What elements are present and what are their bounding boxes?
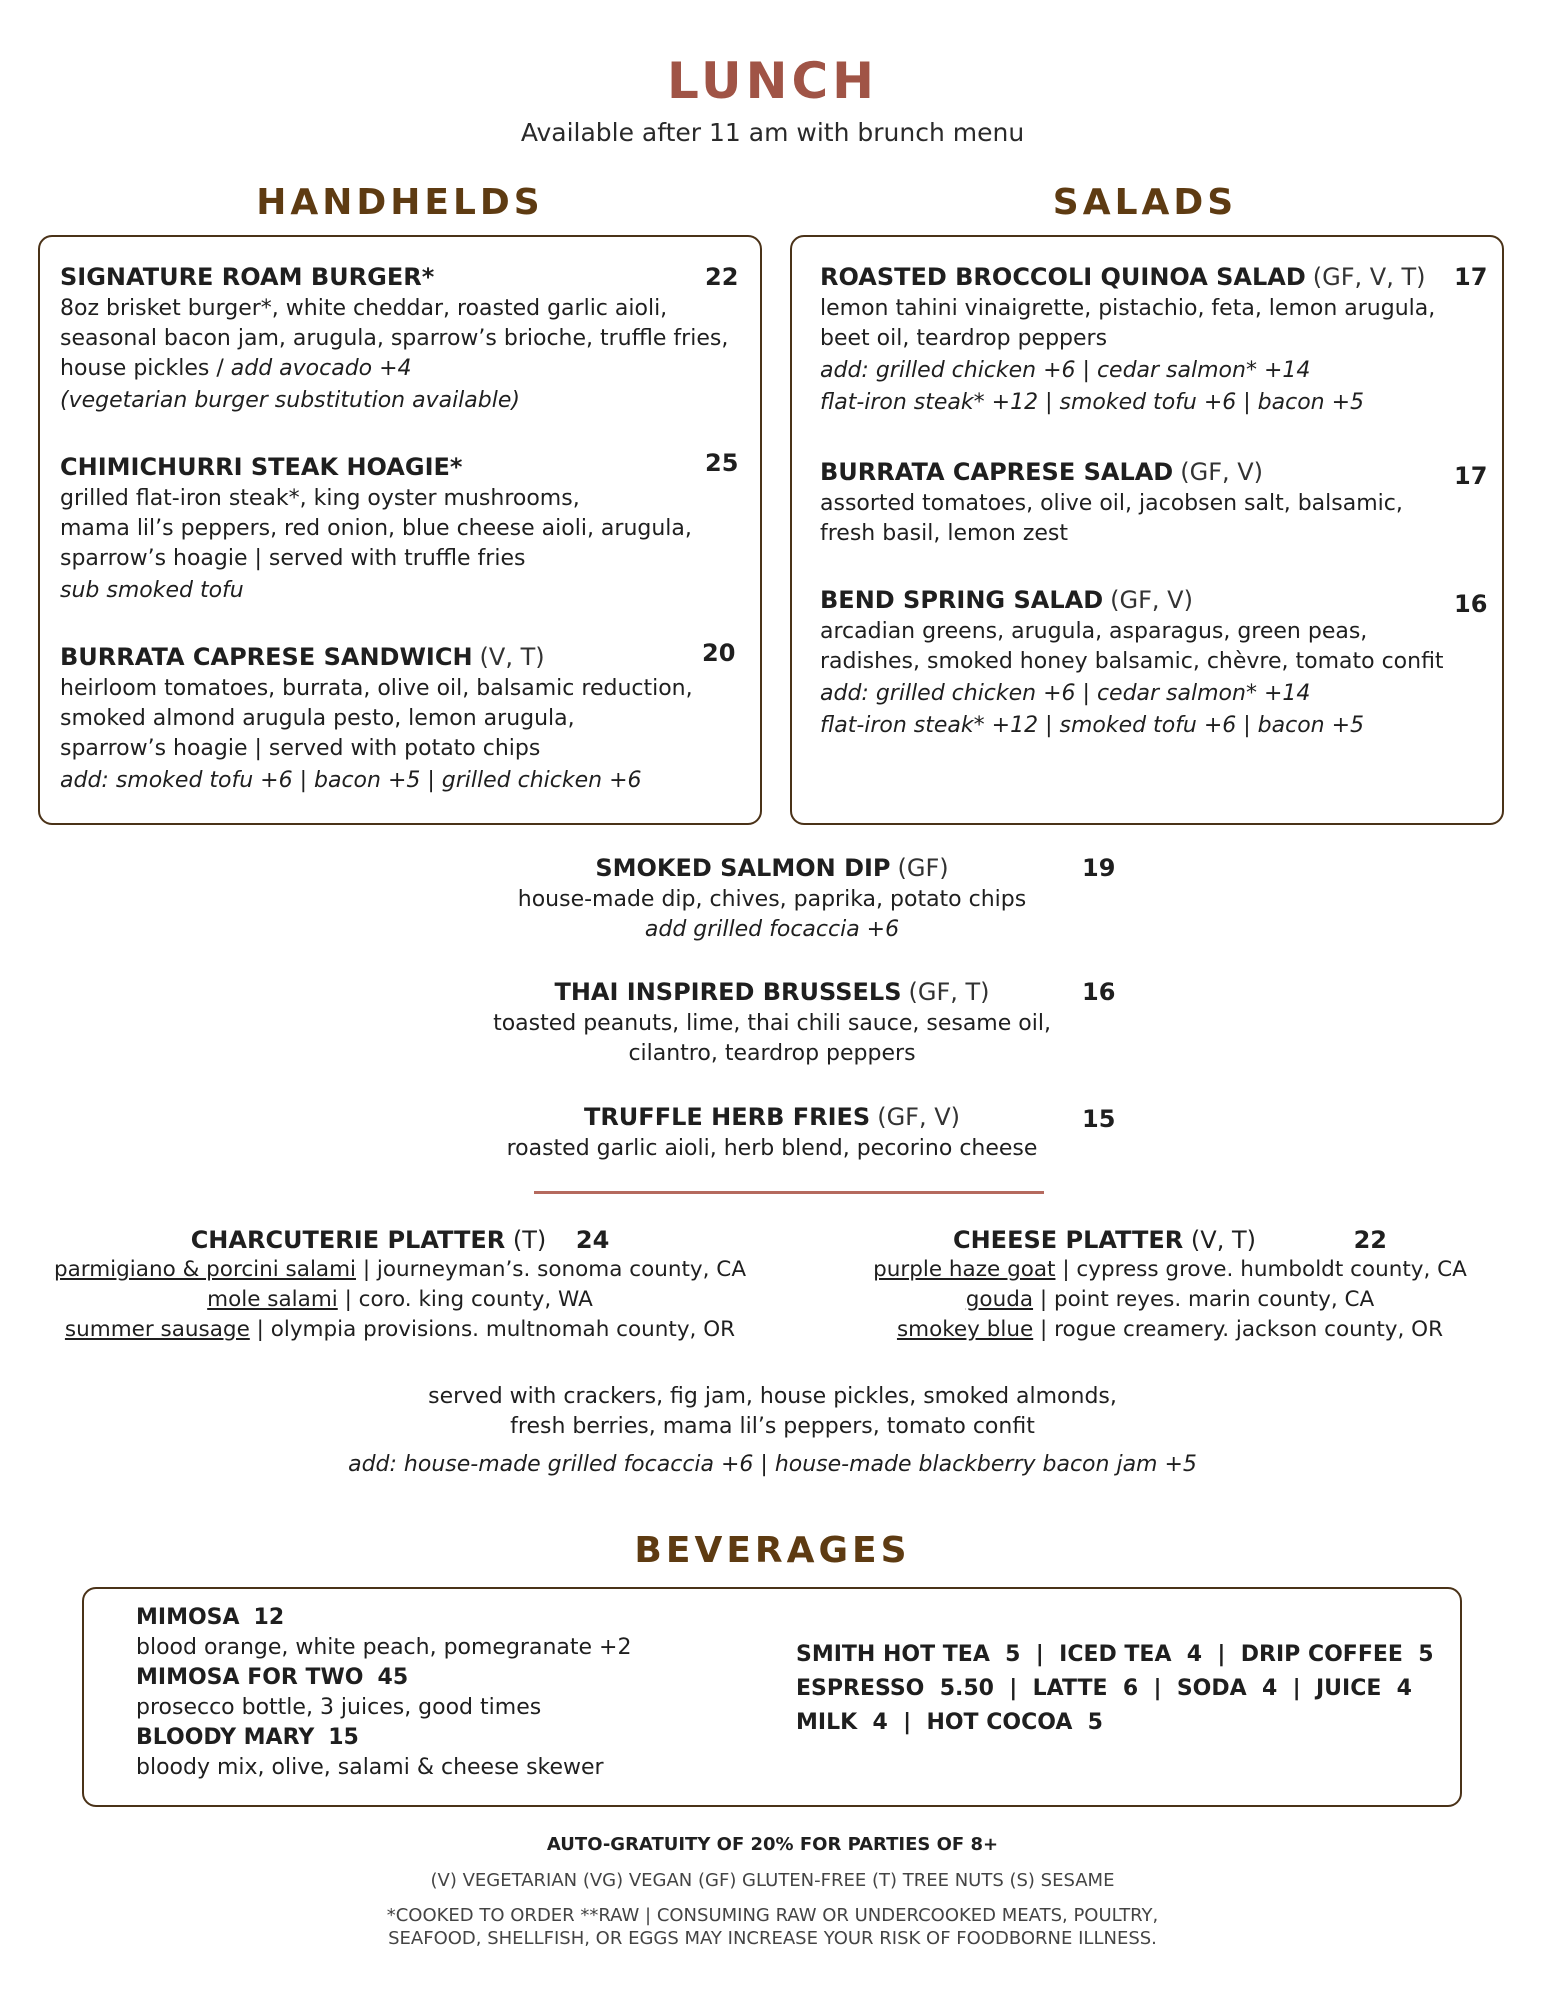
item-desc: smoked almond arugula pesto, lemon arugula,: [60, 706, 575, 731]
item-price: 17: [1454, 263, 1488, 291]
platter-item: parmigiano & porcini salami: [53, 1257, 357, 1282]
item-tags: (V, T): [479, 643, 545, 671]
item-desc: fresh basil, lemon zest: [820, 521, 1069, 546]
item-price: 17: [1454, 462, 1488, 490]
beverage-price: 12: [253, 1605, 285, 1630]
item-note: (vegetarian burger substitution available): [60, 388, 520, 413]
menu-item: [472, 1102, 1116, 1164]
item-price: 15: [1082, 1105, 1116, 1133]
platter-row: [820, 1255, 1520, 1285]
beverage-line: SMITH HOT TEA 5 | ICED TEA 4 | DRIP COFFEE 5: [796, 1642, 1434, 1667]
menu-item: [820, 262, 1492, 418]
beverage-line: MILK 4 | HOT COCOA 5: [796, 1710, 1103, 1735]
item-note: add: grilled chicken +6 | cedar salmon* +14: [820, 358, 1311, 383]
item-price: 16: [1082, 978, 1116, 1006]
item-price: 20: [702, 639, 736, 667]
item-name: BURRATA CAPRESE SALAD: [820, 458, 1174, 486]
beverage-desc: prosecco bottle, 3 juices, good times: [136, 1695, 542, 1720]
item-note: flat-iron steak* +12 | smoked tofu +6 | bacon +5: [820, 713, 1365, 738]
item-name: BEND SPRING SALAD: [820, 586, 1104, 614]
beverage-item: [136, 1723, 776, 1783]
warning-line: *COOKED TO ORDER **RAW | CONSUMING RAW OR UNDERCOOKED MEATS, POULTRY,: [386, 1905, 1159, 1926]
item-desc: seasonal bacon jam, arugula, sparrow’s brioche, truffle fries,: [60, 326, 729, 351]
beverage-name: MIMOSA FOR TWO: [136, 1665, 364, 1690]
beverage-desc: bloody mix, olive, salami & cheese skewer: [136, 1755, 604, 1780]
page-subtitle: Available after 11 am with brunch menu: [520, 118, 1025, 147]
beverage-price: 45: [377, 1665, 409, 1690]
platter-source: | point reyes. marin county, CA: [1033, 1287, 1375, 1312]
section-divider: [534, 1191, 1044, 1194]
beverage-line: ESPRESSO 5.50 | LATTE 6 | SODA 4 | JUICE 4: [796, 1676, 1412, 1701]
menu-item: [820, 585, 1500, 741]
item-note: add: smoked tofu +6 | bacon +5 | grilled chicken +6: [60, 768, 642, 793]
item-tags: (GF, T): [908, 978, 990, 1006]
menu-item: [60, 639, 750, 796]
item-note: add grilled focaccia +6: [644, 917, 900, 942]
beverages-heading: BEVERAGES: [634, 1530, 911, 1571]
beverage-item: [136, 1603, 776, 1663]
item-desc: cilantro, teardrop peppers: [628, 1041, 916, 1066]
gratuity-notice: AUTO-GRATUITY OF 20% FOR PARTIES OF 8+: [546, 1834, 999, 1855]
item-desc: roasted garlic aioli, herb blend, pecorino cheese: [506, 1136, 1038, 1161]
item-price: 16: [1454, 590, 1488, 618]
item-name: TRUFFLE HERB FRIES: [583, 1103, 871, 1131]
item-tags: (T): [512, 1226, 547, 1254]
warning-line: SEAFOOD, SHELLFISH, OR EGGS MAY INCREASE YOUR RISK OF FOODBORNE ILLNESS.: [388, 1928, 1157, 1949]
item-note: add: grilled chicken +6 | cedar salmon* +14: [820, 681, 1311, 706]
item-name: SIGNATURE ROAM BURGER*: [60, 263, 435, 291]
platter-source: | coro. king county, WA: [337, 1287, 593, 1312]
charcuterie-platter: [40, 1225, 760, 1345]
item-price: 19: [1082, 854, 1116, 882]
item-desc: arcadian greens, arugula, asparagus, green peas,: [820, 619, 1368, 644]
platter-row: [40, 1255, 760, 1285]
beverages-left: [136, 1603, 776, 1783]
item-note: sub smoked tofu: [60, 578, 244, 603]
item-price: 24: [575, 1226, 610, 1254]
platter-item: purple haze goat: [873, 1257, 1056, 1282]
item-name: ROASTED BROCCOLI QUINOA SALAD: [820, 263, 1306, 291]
salads-heading: SALADS: [1052, 182, 1238, 223]
raw-food-warning: [0, 1904, 1545, 1950]
beverage-price: 15: [328, 1725, 359, 1750]
platter-row: [820, 1315, 1520, 1345]
item-desc: grilled flat-iron steak*, king oyster mushrooms,: [60, 486, 580, 511]
beverage-item: [136, 1663, 776, 1723]
item-tags: (GF, V): [1180, 458, 1264, 486]
item-desc: toasted peanuts, lime, thai chili sauce, sesame oil,: [493, 1011, 1051, 1036]
item-name: THAI INSPIRED BRUSSELS: [554, 978, 902, 1006]
item-tags: (GF): [897, 854, 949, 882]
item-tags: (GF, V): [877, 1103, 961, 1131]
platter-source: | cypress grove. humboldt county, CA: [1055, 1257, 1467, 1282]
platter-served-with: [0, 1382, 1545, 1480]
item-desc: sparrow’s hoagie | served with truffle fries: [60, 546, 526, 571]
item-price: 25: [705, 449, 739, 477]
cheese-platter: [820, 1225, 1520, 1345]
served-with-line: fresh berries, mama lil’s peppers, tomato confit: [510, 1414, 1035, 1439]
handhelds-heading: HANDHELDS: [256, 182, 544, 223]
platter-source: | rogue creamery. jackson county, OR: [1033, 1317, 1444, 1342]
item-price: 22: [705, 263, 739, 291]
platter-item: summer sausage: [64, 1317, 250, 1342]
item-desc: beet oil, teardrop peppers: [820, 326, 1108, 351]
menu-item: [472, 977, 1116, 1069]
menu-item: [60, 262, 740, 416]
item-desc-text: house pickles /: [60, 356, 224, 381]
item-tags: (GF, V, T): [1312, 263, 1426, 291]
platter-item: smokey blue: [896, 1317, 1034, 1342]
platter-add-ons: add: house-made grilled focaccia +6 | house-made blackberry bacon jam +5: [348, 1452, 1197, 1477]
item-desc: house-made dip, chives, paprika, potato chips: [517, 887, 1027, 912]
item-note: flat-iron steak* +12 | smoked tofu +6 | bacon +5: [820, 390, 1365, 415]
platter-source: | journeyman’s. sonoma county, CA: [356, 1257, 747, 1282]
menu-item: [60, 449, 740, 606]
page-title: LUNCH: [666, 52, 879, 110]
platter-row: [820, 1285, 1520, 1315]
item-desc: lemon tahini vinaigrette, pistachio, feta, lemon arugula,: [820, 296, 1436, 321]
platter-row: [40, 1315, 760, 1345]
diet-legend: (V) VEGETARIAN (VG) VEGAN (GF) GLUTEN-FREE (T) TREE NUTS (S) SESAME: [430, 1870, 1115, 1891]
item-tags: (GF, V): [1110, 586, 1193, 614]
item-name: CHIMICHURRI STEAK HOAGIE*: [60, 453, 463, 481]
item-name: BURRATA CAPRESE SANDWICH: [60, 643, 473, 671]
menu-item: [820, 457, 1492, 549]
item-name: CHEESE PLATTER: [952, 1226, 1184, 1254]
item-desc: [60, 354, 740, 384]
item-price: 22: [1353, 1226, 1388, 1254]
menu-item: [472, 853, 1116, 945]
item-tags: (V, T): [1190, 1226, 1256, 1254]
platter-row: [40, 1285, 760, 1315]
platter-item: mole salami: [207, 1287, 338, 1312]
beverage-desc: blood orange, white peach, pomegranate +2: [136, 1635, 632, 1660]
item-desc: radishes, smoked honey balsamic, chèvre, tomato confit: [820, 649, 1444, 674]
beverage-name: BLOODY MARY: [136, 1725, 315, 1750]
item-desc: assorted tomatoes, olive oil, jacobsen salt, balsamic,: [820, 491, 1403, 516]
item-desc: sparrow’s hoagie | served with potato chips: [60, 736, 541, 761]
item-name: SMOKED SALMON DIP: [595, 854, 891, 882]
served-with-line: served with crackers, fig jam, house pickles, smoked almonds,: [428, 1384, 1117, 1409]
item-desc: mama lil’s peppers, red onion, blue cheese aioli, arugula,: [60, 516, 692, 541]
item-name: CHARCUTERIE PLATTER: [190, 1226, 506, 1254]
platter-item: gouda: [965, 1287, 1034, 1312]
platter-source: | olympia provisions. multnomah county, OR: [249, 1317, 736, 1342]
item-desc: 8oz brisket burger*, white cheddar, roasted garlic aioli,: [60, 296, 668, 321]
item-desc: heirloom tomatoes, burrata, olive oil, balsamic reduction,: [60, 676, 693, 701]
item-add-on: add avocado +4: [223, 356, 412, 381]
beverages-right: [796, 1638, 1436, 1740]
beverage-name: MIMOSA: [136, 1605, 240, 1630]
